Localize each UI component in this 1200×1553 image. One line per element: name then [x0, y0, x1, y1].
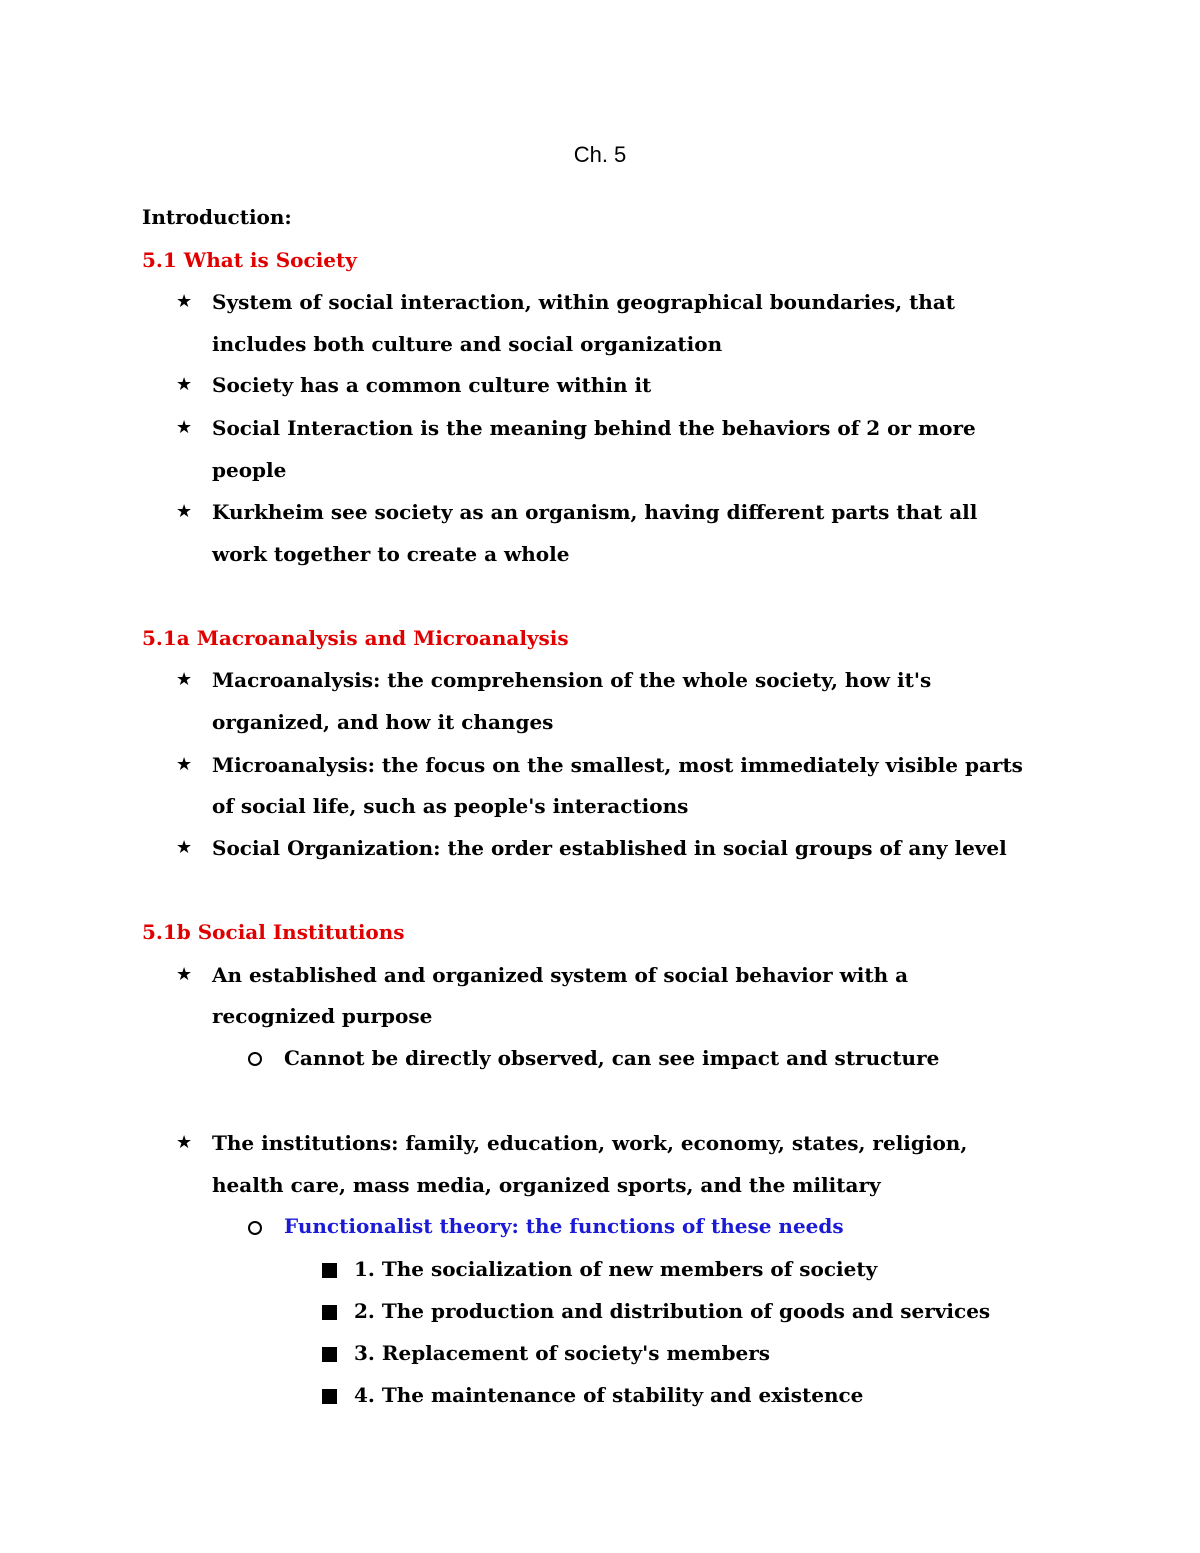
page-title: Ch. 5: [573, 142, 627, 167]
section-heading-5-1b: 5.1b Social Institutions: [142, 920, 405, 944]
bullet-text: Kurkheim see society as an organism, having different parts that all: [212, 500, 978, 524]
square-bullet-icon: [322, 1263, 337, 1278]
bullet-text: includes both culture and social organization: [212, 332, 723, 356]
bullet-text: System of social interaction, within geographical boundaries, that: [212, 290, 956, 314]
hollow-circle-bullet-icon: [248, 1221, 262, 1235]
bullet-text: Social Organization: the order established in social groups of any level: [212, 836, 1007, 860]
square-bullet-icon: [322, 1305, 337, 1320]
bullet-text: organized, and how it changes: [212, 710, 554, 734]
bullet-text: people: [212, 458, 287, 482]
bullet-text: Microanalysis: the focus on the smallest, most immediately visible parts: [212, 753, 1023, 777]
bullet-text: work together to create a whole: [212, 542, 570, 566]
bullet-text: The institutions: family, education, work, economy, states, religion,: [212, 1131, 968, 1155]
bullet-text: Society has a common culture within it: [212, 373, 652, 397]
star-bullet-icon: ★: [176, 1132, 193, 1153]
star-bullet-icon: ★: [176, 754, 193, 775]
intro-label: Introduction:: [142, 205, 292, 229]
numbered-item: 4. The maintenance of stability and existence: [354, 1383, 864, 1407]
section-heading-5-1: 5.1 What is Society: [142, 248, 357, 272]
star-bullet-icon: ★: [176, 837, 193, 858]
square-bullet-icon: [322, 1389, 337, 1404]
square-bullet-icon: [322, 1347, 337, 1362]
star-bullet-icon: ★: [176, 669, 193, 690]
numbered-item: 3. Replacement of society's members: [354, 1341, 771, 1365]
bullet-text: An established and organized system of social behavior with a: [212, 963, 909, 987]
star-bullet-icon: ★: [176, 417, 193, 438]
numbered-item: 1. The socialization of new members of society: [354, 1257, 878, 1281]
star-bullet-icon: ★: [176, 291, 193, 312]
bullet-text: Social Interaction is the meaning behind the behaviors of 2 or more: [212, 416, 976, 440]
sub-bullet-text-blue: Functionalist theory: the functions of these needs: [284, 1214, 844, 1238]
sub-bullet-text: Cannot be directly observed, can see impact and structure: [284, 1046, 940, 1070]
bullet-text: Macroanalysis: the comprehension of the whole society, how it's: [212, 668, 932, 692]
bullet-text: recognized purpose: [212, 1004, 433, 1028]
star-bullet-icon: ★: [176, 964, 193, 985]
numbered-item: 2. The production and distribution of goods and services: [354, 1299, 991, 1323]
hollow-circle-bullet-icon: [248, 1052, 262, 1066]
star-bullet-icon: ★: [176, 374, 193, 395]
star-bullet-icon: ★: [176, 501, 193, 522]
bullet-text: of social life, such as people's interactions: [212, 794, 689, 818]
section-heading-5-1a: 5.1a Macroanalysis and Microanalysis: [142, 626, 569, 650]
bullet-text: health care, mass media, organized sports, and the military: [212, 1173, 881, 1197]
